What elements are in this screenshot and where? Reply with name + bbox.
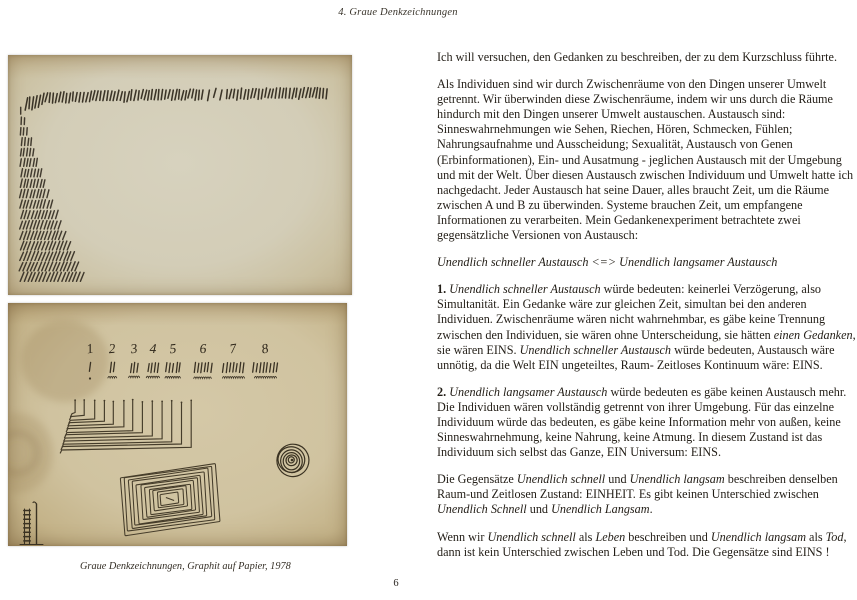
paragraph (437, 472, 857, 517)
paragraph (437, 77, 857, 243)
paragraph (437, 255, 857, 270)
paragraph (437, 530, 857, 560)
paragraph (437, 50, 857, 65)
paragraph (437, 385, 857, 460)
text-run: Unendlich langsam (629, 472, 725, 487)
text-run: Als Individuen sind wir durch Zwischenräume von den Dingen unserer Umwelt getrennt. Wir überwinden diese Zwischenräume, indem wir uns durch die Räume hindurch mit den Dingen unserer Umwelt austauschen. Austausch sind: Sinneswahrnehmungen wie Sehen, Riechen, Hören, Schmecken, Fühlen; Nahrungsaufnahme und Ausscheidung; Sexualität, Austausch von Genen (Erbinformationen), Ein- und Ausatmung - jeglichen Austausch mit der Umgebung und mit der Welt. Über diesen Austausch zwischen Individuum und Umwelt hatte ich nachgedacht. Jeder Austausch hat seine Dauer, alles braucht Zeit, um die Räume zwischen A und B zu überwinden. Systeme brauchen Zeit, um empfangene Informationen zu verarbeiten. Mein Gedankenexperiment betrachtete zwei gegensätzliche Versionen von Austausch: (437, 77, 854, 243)
text-run: Wenn wir (437, 529, 488, 544)
text-run: würde bedeuten: keinerlei Verzögerung, also Simultanität. Ein Gedanke wäre zur gleichen Zeit, simultan bei den anderen Individuen. Zwischenräume wären nicht wahrnehmbar, es gäbe keine Trennung zwischen den Individuen, sie wären ohne Unterscheidung, sie hätten (437, 282, 826, 342)
text-run: Tod (825, 529, 844, 544)
ladder-figure (20, 502, 43, 545)
page-number: 6 (393, 578, 399, 589)
text-run: als (806, 529, 826, 544)
tally-drawing-svg (8, 55, 352, 295)
text-run: Unendlich schneller Austausch (519, 342, 672, 357)
text-run: Unendlich langsamer Austausch (449, 384, 608, 399)
handwritten-number: 5 (168, 340, 178, 357)
body-text-column (437, 50, 857, 572)
handwritten-number: 6 (199, 340, 207, 357)
figure-bottom-drawing (8, 303, 347, 546)
text-run: Leben (595, 529, 626, 544)
figure-caption: Graue Denkzeichnungen, Graphit auf Papier, 1978 (80, 561, 291, 572)
spiral-figure (274, 441, 312, 479)
paper-stains (8, 320, 109, 493)
text-run: würde bedeuten, Austausch wäre unnötig, da die Welt EIN ungeteiltes, Raum- Zeitloses Kontinuum wäre: EINS. (437, 342, 835, 372)
text-run: , sie wären EINS. (437, 327, 856, 357)
labyrinth-figure (120, 463, 220, 535)
text-run: Die Gegensätze (437, 472, 517, 487)
text-run: als (575, 529, 596, 544)
handwritten-number: 8 (260, 340, 270, 357)
text-run: 1. (437, 282, 450, 297)
text-run: Unendlich schnell (516, 472, 606, 487)
text-run: Unendlich Langsam (551, 502, 650, 517)
tally-row (25, 88, 327, 111)
handwritten-number: 7 (228, 340, 238, 357)
running-header: 4. Graue Denkzeichnungen (338, 7, 458, 18)
text-run: , dann ist kein Unterschied zwischen Leben und Tod. Die Gegensätze sind EINS ! (437, 529, 847, 559)
counting-drawing-svg (8, 303, 347, 546)
text-run: 2. (437, 384, 450, 399)
paragraph (437, 282, 857, 373)
handwritten-number: 3 (129, 340, 139, 357)
number-tally-groups (89, 362, 278, 379)
tally-triangle (19, 107, 84, 281)
text-run: Ich will versuchen, den Gedanken zu beschreiben, der zu dem Kurzschluss führte. (437, 50, 838, 64)
text-run: Unendlich schnell (487, 529, 576, 544)
nested-comb-figure (60, 399, 192, 453)
text-run: Unendlich schneller Austausch (449, 282, 601, 297)
handwritten-number: 1 (85, 340, 95, 357)
text-run: würde bedeuten es gäbe keinen Austausch mehr. Die Individuen wären vollständig getrennt von ihrer Umgebung. Für das einzelne Individuum würde das bedeuten, es gäbe keine Information mehr von außen, keine Sinneswahrnehmung, keine Nahrung, keine Atmung. In diesem Zustand ist das Individuum sich selbst das Ganze, EIN Universum: EINS. (437, 384, 847, 460)
text-run: Unendlich Schnell (437, 502, 527, 517)
text-run: und (526, 502, 552, 517)
handwritten-number: 4 (149, 340, 157, 357)
text-run: Unendlich langsam (710, 529, 806, 544)
text-run: Unendlich schneller Austausch <=> Unendlich langsamer Austausch (437, 255, 778, 270)
figure-top-drawing (8, 55, 352, 295)
text-run: beschreiben denselben Raum-und Zeitlosen Zustand: EINHEIT. Es gibt keinen Unterschied zwischen (437, 472, 838, 502)
text-run: und (605, 472, 630, 487)
handwritten-number: 2 (107, 340, 116, 357)
text-run: einen Gedanken (773, 327, 853, 342)
text-run: . (649, 502, 653, 517)
text-run: beschreiben und (625, 529, 711, 544)
